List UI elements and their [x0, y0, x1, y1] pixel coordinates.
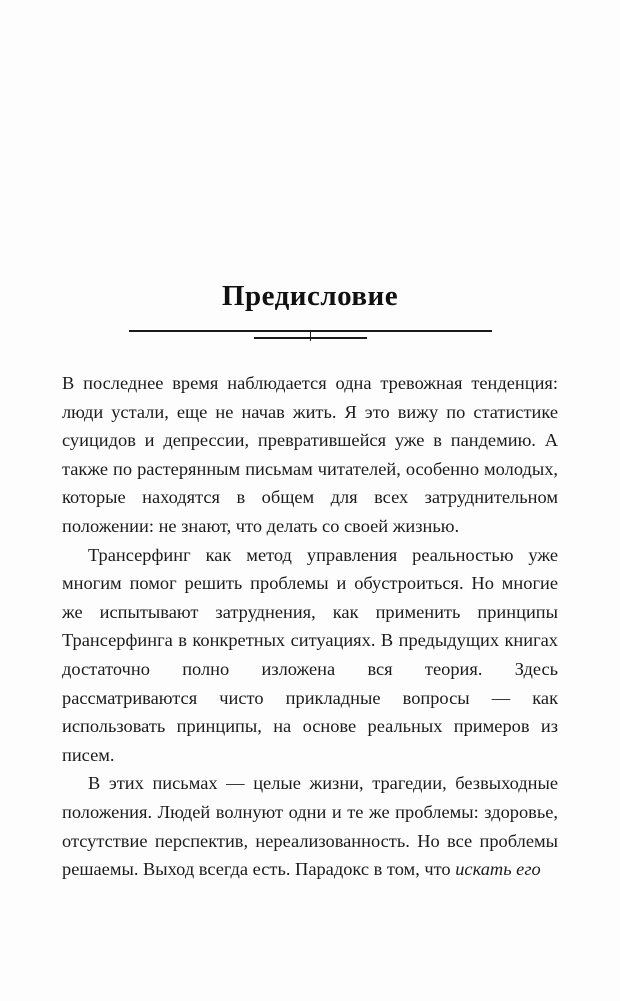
divider-line-bottom — [254, 337, 367, 339]
paragraph — [62, 769, 558, 883]
body-text — [62, 339, 558, 884]
emphasis-text: искать его — [455, 859, 541, 880]
paragraph: Трансерфинг как метод управления реальностью уже многим помог решить проблемы и обустроиться. Но многие же испытывают затруднения, как применить принципы Трансерфинга в конкретных ситуациях. В предыдущих книгах достаточно полно изложена вся теория. Здесь рассматриваются чисто прикладные вопросы — как использовать принципы, на основе реальных примеров из писем. — [62, 544, 558, 765]
page-title: Предисловие — [221, 280, 399, 312]
paragraph: В последнее время наблюдается одна тревожная тенденция: люди устали, еще не начав жить. Я это вижу по статистике суицидов и депрессии, превратившейся уже в пандемию. А также по растерянным письмам читателей, особенно молодых, которые находятся в общем для всех затруднительном положении: не знают, что делать со своей жизнью. — [62, 373, 558, 536]
paragraph-text: В этих письмах — целые жизни, трагедии, безвыходные положения. Людей волнуют одни и те же проблемы: здоровье, отсутствие перспектив, нереализованность. Но все проблемы решаемы. Выход всегда есть. Парадокс в том, что — [62, 773, 558, 880]
